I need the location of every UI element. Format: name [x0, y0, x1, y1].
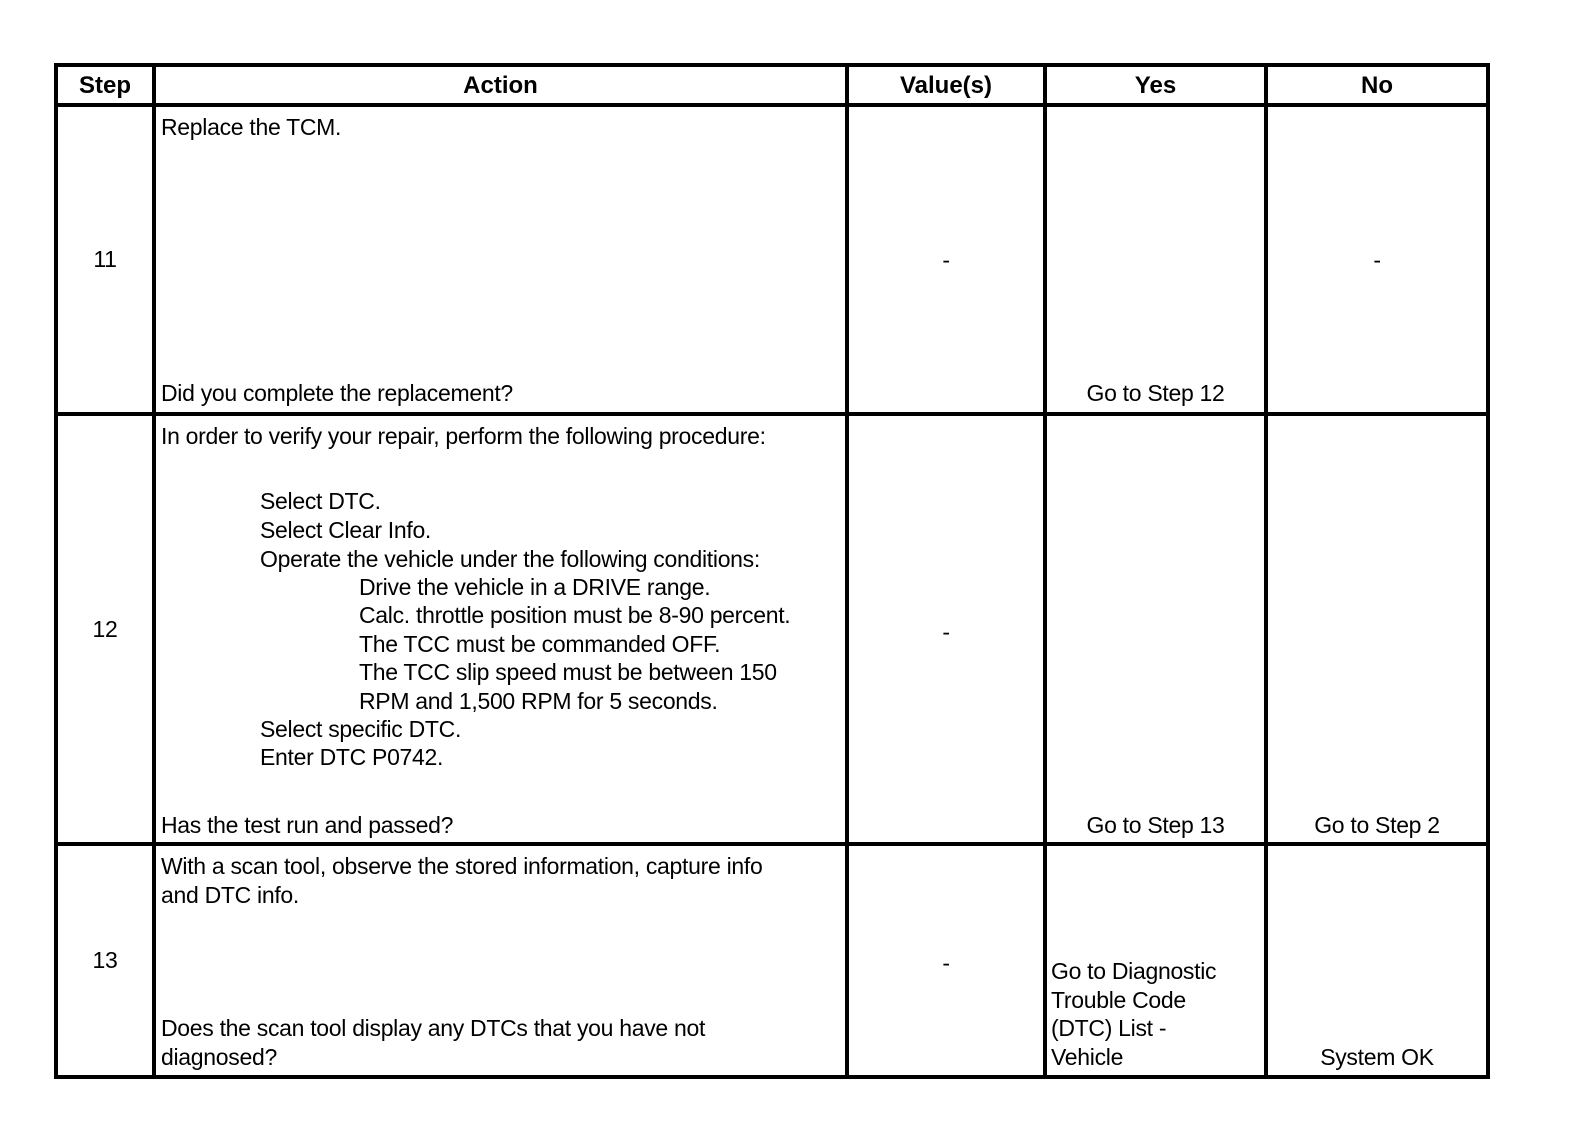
value-13: - [942, 950, 950, 976]
step-number-11: 11 [93, 246, 117, 272]
procedure-step: Enter DTC P0742. [260, 744, 444, 770]
table-left-border [54, 63, 58, 1079]
yes-action-13: Vehicle [1051, 1044, 1124, 1070]
table-bottom-border [54, 1075, 1490, 1079]
procedure-substep: The TCC must be commanded OFF. [359, 631, 721, 657]
header-no: No [1361, 72, 1393, 99]
procedure-substep: The TCC slip speed must be between 150 [359, 659, 777, 685]
row-12-bottom-border [54, 842, 1490, 846]
value-11: - [942, 247, 950, 273]
step-column-divider [152, 63, 156, 1079]
yes-column-divider [1264, 63, 1268, 1079]
yes-action-13: (DTC) List - [1051, 1015, 1167, 1041]
table-right-border [1486, 63, 1490, 1079]
action-column-divider [845, 63, 849, 1079]
action-question-13: Does the scan tool display any DTCs that you have not [161, 1015, 706, 1041]
procedure-step: Select Clear Info. [260, 517, 432, 543]
action-instruction-12: In order to verify your repair, perform the following procedure: [161, 423, 766, 449]
procedure-substep: Calc. throttle position must be 8-90 percent. [359, 602, 791, 628]
yes-action-12: Go to Step 13 [1086, 812, 1225, 838]
value-column-divider [1043, 63, 1047, 1079]
procedure-step: Select DTC. [260, 488, 381, 514]
procedure-substep: Drive the vehicle in a DRIVE range. [359, 574, 711, 600]
action-question-11: Did you complete the replacement? [161, 380, 513, 406]
step-number-13: 13 [92, 947, 118, 973]
step-number-12: 12 [92, 616, 118, 642]
procedure-step: Operate the vehicle under the following conditions: [260, 546, 760, 572]
no-action-13: System OK [1320, 1044, 1434, 1070]
action-question-13: diagnosed? [161, 1044, 277, 1070]
value-12: - [942, 619, 950, 645]
no-action-11: - [1373, 247, 1381, 273]
yes-action-11: Go to Step 12 [1086, 380, 1225, 406]
yes-action-13: Go to Diagnostic [1051, 958, 1217, 984]
row-11-bottom-border [54, 412, 1490, 416]
action-instruction-11: Replace the TCM. [161, 114, 342, 140]
header-step: Step [78, 72, 131, 99]
no-action-12: Go to Step 2 [1314, 812, 1440, 838]
diagnostic-table [54, 63, 1490, 1079]
action-question-12: Has the test run and passed? [161, 812, 454, 838]
action-instruction-13: With a scan tool, observe the stored information, capture info [161, 853, 763, 879]
header-yes: Yes [1134, 72, 1177, 99]
yes-action-13: Trouble Code [1051, 987, 1186, 1013]
action-instruction-13: and DTC info. [161, 882, 299, 908]
procedure-substep: RPM and 1,500 RPM for 5 seconds. [359, 688, 718, 714]
header-values: Value(s) [899, 72, 993, 99]
procedure-step: Select specific DTC. [260, 716, 462, 742]
header-action: Action [463, 72, 538, 99]
